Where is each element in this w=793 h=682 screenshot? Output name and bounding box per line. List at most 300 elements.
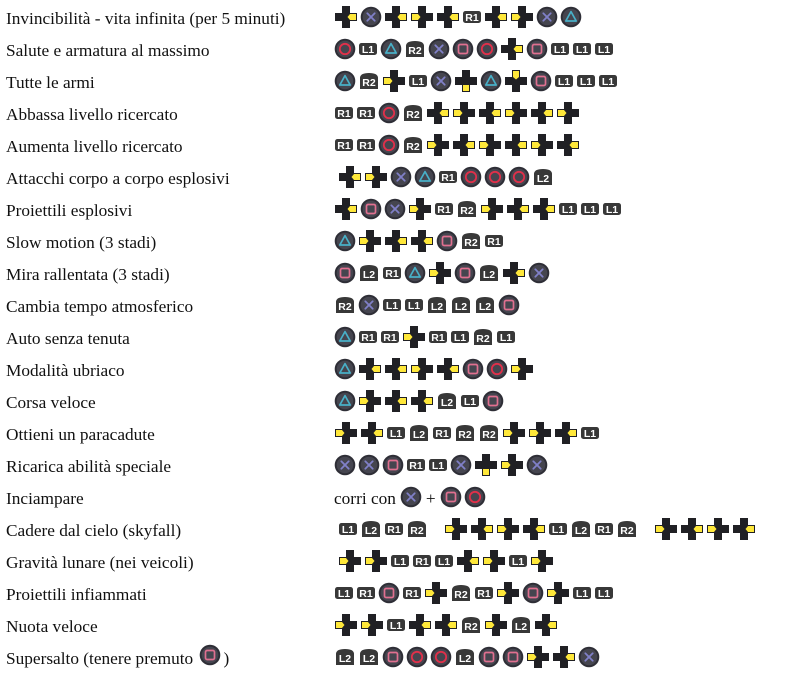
svg-text:R1: R1 [409, 459, 423, 472]
svg-text:L2: L2 [482, 268, 496, 281]
svg-text:R2: R2 [458, 428, 472, 441]
button-sequence [334, 643, 602, 675]
triangle-button-icon [334, 326, 356, 353]
svg-text:L1: L1 [361, 43, 375, 56]
dpad-left-icon [480, 197, 504, 226]
cheat-name: Abbassa livello ricercato [6, 105, 178, 124]
svg-text:L1: L1 [557, 75, 571, 88]
dpad-left-icon [382, 69, 406, 98]
circle-button-icon [486, 358, 508, 385]
circle-button-icon [378, 134, 400, 161]
svg-text:R1: R1 [337, 107, 351, 120]
button-sequence [334, 3, 584, 35]
l1-button-icon [404, 298, 424, 317]
square-button-icon [360, 198, 382, 225]
svg-text:R2: R2 [460, 204, 474, 217]
dpad-left-icon [424, 581, 448, 610]
dpad-left-icon [496, 581, 520, 610]
r1-button-icon [382, 266, 402, 285]
square-button-icon [454, 262, 476, 289]
cross-button-icon [430, 70, 452, 97]
dpad-right-icon [384, 389, 408, 418]
circle-button-icon [464, 486, 486, 513]
cheat-name: Ottieni un paracadute [6, 425, 155, 444]
svg-text:L2: L2 [362, 268, 376, 281]
svg-text:R2: R2 [464, 236, 478, 249]
svg-text:R1: R1 [361, 331, 375, 344]
button-sequence [338, 163, 556, 195]
cheat-name [6, 643, 229, 675]
svg-text:L2: L2 [454, 300, 468, 313]
cheat-name: Proiettili esplosivi [6, 201, 133, 220]
cheat-name: Proiettili infiammati [6, 585, 147, 604]
square-button-icon [440, 486, 462, 513]
dpad-right-icon [500, 37, 524, 66]
cross-button-icon [578, 646, 600, 673]
svg-text:L1: L1 [463, 395, 477, 408]
button-sequence [334, 99, 582, 131]
l1-button-icon [550, 42, 570, 61]
button-sequence [334, 35, 616, 67]
cheat-name: Nuota veloce [6, 617, 98, 636]
l1-button-icon [602, 202, 622, 221]
cheat-name: Attacchi corpo a corpo esplosivi [6, 169, 230, 188]
l2-button-icon [474, 296, 496, 319]
dpad-left-icon [654, 517, 678, 546]
dpad-right-icon [532, 197, 556, 226]
dpad-right-icon [680, 517, 704, 546]
cheat-name: Inciampare [6, 489, 84, 508]
dpad-left-icon [334, 421, 358, 450]
l1-button-icon [450, 330, 470, 349]
square-button-icon [502, 646, 524, 673]
cross-button-icon [390, 166, 412, 193]
svg-text:R1: R1 [359, 139, 373, 152]
cheat-row [0, 259, 793, 291]
svg-text:L2: L2 [362, 652, 376, 665]
button-sequence [334, 259, 552, 291]
svg-text:R2: R2 [410, 524, 424, 537]
button-sequence [334, 451, 550, 483]
dpad-right-icon [456, 549, 480, 578]
square-button-icon [498, 294, 520, 321]
l2-button-icon [360, 520, 382, 543]
dpad-right-icon [384, 229, 408, 258]
dpad-left-icon [502, 421, 526, 450]
l1-button-icon [428, 458, 448, 477]
r2-button-icon [358, 72, 380, 95]
svg-text:R1: R1 [441, 171, 455, 184]
svg-text:L1: L1 [511, 555, 525, 568]
dpad-right-icon [530, 101, 554, 130]
dpad-right-icon [732, 517, 756, 546]
l1-button-icon [508, 554, 528, 573]
triangle-button-icon [334, 358, 356, 385]
svg-text:L2: L2 [514, 620, 528, 633]
svg-text:R2: R2 [338, 300, 352, 313]
dpad-left-icon [402, 325, 426, 354]
dpad-left-icon [364, 165, 388, 194]
svg-text:R1: R1 [387, 523, 401, 536]
dpad-right-icon [484, 5, 508, 34]
r1-button-icon [412, 554, 432, 573]
l2-button-icon [532, 168, 554, 191]
cross-button-icon [358, 294, 380, 321]
r2-button-icon [616, 520, 638, 543]
svg-text:R1: R1 [465, 11, 479, 24]
svg-text:R2: R2 [408, 44, 422, 57]
square-button-icon [526, 38, 548, 65]
svg-text:R2: R2 [406, 108, 420, 121]
triangle-button-icon [334, 230, 356, 257]
svg-text:R1: R1 [437, 203, 451, 216]
l1-button-icon [580, 426, 600, 445]
r2-button-icon [406, 520, 428, 543]
svg-text:L2: L2 [574, 524, 588, 537]
l1-button-icon [598, 74, 618, 93]
cheat-row [0, 611, 793, 643]
dpad-left-icon [530, 549, 554, 578]
dpad-left-icon [510, 357, 534, 386]
cheat-row [0, 419, 793, 451]
r2-button-icon [402, 104, 424, 127]
l2-button-icon [358, 648, 380, 671]
cheat-row [0, 35, 793, 67]
l2-button-icon [436, 392, 458, 415]
dpad-right-icon [358, 357, 382, 386]
cheat-row [0, 451, 793, 483]
svg-text:R1: R1 [337, 139, 351, 152]
button-sequence [334, 483, 488, 515]
triangle-button-icon [480, 70, 502, 97]
cross-button-icon [536, 6, 558, 33]
r1-button-icon [384, 522, 404, 541]
l2-button-icon [450, 296, 472, 319]
cheat-name: Invincibilità - vita infinita (per 5 minuti) [6, 9, 286, 28]
l1-button-icon [576, 74, 596, 93]
button-sequence [334, 387, 506, 419]
cheat-row [0, 515, 793, 547]
dpad-right-icon [436, 5, 460, 34]
cheat-name: Gravità lunare (nei veicoli) [6, 553, 194, 572]
square-button-icon [530, 70, 552, 97]
svg-text:L1: L1 [407, 299, 421, 312]
l2-button-icon [358, 264, 380, 287]
cheat-row [0, 355, 793, 387]
cheat-row [0, 387, 793, 419]
cheat-row [0, 131, 793, 163]
button-sequence [334, 227, 506, 259]
cross-button-icon [526, 454, 548, 481]
dpad-left-icon [358, 389, 382, 418]
l1-button-icon [554, 74, 574, 93]
l1-button-icon [558, 202, 578, 221]
r1-button-icon [438, 170, 458, 189]
cross-button-icon [384, 198, 406, 225]
svg-text:L1: L1 [437, 555, 451, 568]
dpad-right-icon [384, 357, 408, 386]
dpad-right-icon [410, 389, 434, 418]
square-button-icon [478, 646, 500, 673]
svg-text:R1: R1 [477, 587, 491, 600]
svg-text:L1: L1 [583, 203, 597, 216]
triangle-button-icon [334, 70, 356, 97]
dpad-left-icon [484, 613, 508, 642]
r2-button-icon [472, 328, 494, 351]
dpad-right-icon [506, 197, 530, 226]
svg-text:R1: R1 [415, 555, 429, 568]
dpad-left-icon [360, 613, 384, 642]
dpad-left-icon [452, 101, 476, 130]
cheat-row [0, 3, 793, 35]
dpad-right-icon [534, 613, 558, 642]
circle-button-icon [476, 38, 498, 65]
dpad-right-icon [504, 133, 528, 162]
r2-button-icon [460, 232, 482, 255]
svg-text:L1: L1 [431, 459, 445, 472]
cheat-name: Aumenta livello ricercato [6, 137, 183, 156]
dpad-left-icon [528, 421, 552, 450]
cheat-row [0, 227, 793, 259]
triangle-button-icon [334, 390, 356, 417]
l1-button-icon [386, 426, 406, 445]
cheat-name: Cambia tempo atmosferico [6, 297, 194, 316]
circle-button-icon [430, 646, 452, 673]
dpad-down-icon [474, 453, 498, 482]
r2-button-icon [456, 200, 478, 223]
svg-text:L2: L2 [430, 300, 444, 313]
l1-button-icon [334, 586, 354, 605]
dpad-right-icon [334, 197, 358, 226]
button-sequence [334, 611, 560, 643]
svg-text:R2: R2 [476, 332, 490, 345]
dpad-left-icon [510, 5, 534, 34]
triangle-button-icon [380, 38, 402, 65]
dpad-left-icon [496, 517, 520, 546]
dpad-left-icon [556, 101, 580, 130]
l1-button-icon [460, 394, 480, 413]
button-sequence [334, 323, 518, 355]
r2-button-icon [478, 424, 500, 447]
cheat-name: Modalità ubriaco [6, 361, 125, 380]
svg-text:L1: L1 [337, 587, 351, 600]
dpad-left-icon [364, 549, 388, 578]
svg-text:L1: L1 [605, 203, 619, 216]
dpad-left-icon [410, 357, 434, 386]
dpad-right-icon [434, 613, 458, 642]
dpad-right-icon [470, 517, 494, 546]
dpad-right-icon [426, 101, 450, 130]
r1-button-icon [474, 586, 494, 605]
svg-text:L2: L2 [458, 652, 472, 665]
cross-button-icon [428, 38, 450, 65]
svg-text:L2: L2 [440, 396, 454, 409]
svg-text:L1: L1 [553, 43, 567, 56]
svg-text:L2: L2 [536, 172, 550, 185]
svg-text:R1: R1 [359, 587, 373, 600]
cheat-name: Slow motion (3 stadi) [6, 233, 157, 252]
r1-button-icon [428, 330, 448, 349]
cross-button-icon [450, 454, 472, 481]
svg-text:R1: R1 [359, 107, 373, 120]
cheat-name: Ricarica abilità speciale [6, 457, 172, 476]
dpad-right-icon [338, 165, 362, 194]
l2-button-icon [334, 648, 356, 671]
square-button-icon [382, 454, 404, 481]
dpad-right-icon [436, 357, 460, 386]
l1-button-icon [434, 554, 454, 573]
svg-text:L1: L1 [341, 523, 355, 536]
r1-button-icon [432, 426, 452, 445]
cheat-name: Tutte le armi [6, 73, 95, 92]
cheat-row [0, 547, 793, 579]
l1-button-icon [390, 554, 410, 573]
dpad-left-icon [426, 133, 450, 162]
l1-button-icon [338, 522, 358, 541]
square-button-icon [436, 230, 458, 257]
dpad-right-icon [478, 101, 502, 130]
square-button-icon [452, 38, 474, 65]
cross-button-icon [528, 262, 550, 289]
l2-button-icon [478, 264, 500, 287]
dpad-right-icon [502, 261, 526, 290]
l1-button-icon [386, 618, 406, 637]
svg-text:R2: R2 [362, 76, 376, 89]
svg-text:L1: L1 [551, 523, 565, 536]
button-sequence [338, 515, 758, 547]
square-button-icon [462, 358, 484, 385]
square-button-icon [522, 582, 544, 609]
svg-text:R2: R2 [620, 524, 634, 537]
svg-text:L1: L1 [499, 331, 513, 344]
svg-text:L1: L1 [389, 427, 403, 440]
svg-text:L1: L1 [561, 203, 575, 216]
cheat-row [0, 67, 793, 99]
dpad-left-icon [408, 197, 432, 226]
svg-text:R2: R2 [482, 428, 496, 441]
dpad-right-icon [556, 133, 580, 162]
dpad-left-icon [482, 549, 506, 578]
r2-button-icon [404, 40, 426, 63]
l1-button-icon [594, 42, 614, 61]
r1-button-icon [484, 234, 504, 253]
cross-button-icon [360, 6, 382, 33]
svg-text:L1: L1 [389, 619, 403, 632]
svg-text:L1: L1 [597, 43, 611, 56]
dpad-right-icon [360, 421, 384, 450]
square-button-icon [482, 390, 504, 417]
r2-button-icon [460, 616, 482, 639]
svg-text:L2: L2 [412, 428, 426, 441]
r1-button-icon [334, 138, 354, 157]
square-button-icon [199, 644, 221, 677]
dpad-left-icon [530, 133, 554, 162]
dpad-left-icon [478, 133, 502, 162]
svg-text:L1: L1 [575, 43, 589, 56]
cheat-name-text: Supersalto (tenere premuto [6, 649, 194, 668]
cheat-row [0, 163, 793, 195]
dpad-down-icon [454, 69, 478, 98]
dpad-right-icon [410, 229, 434, 258]
svg-text:L1: L1 [385, 299, 399, 312]
button-sequence [334, 419, 602, 451]
svg-text:R1: R1 [431, 331, 445, 344]
cross-button-icon [334, 454, 356, 481]
dpad-left-icon [546, 581, 570, 610]
cheat-row [0, 291, 793, 323]
cheat-row [0, 195, 793, 227]
svg-text:L2: L2 [364, 524, 378, 537]
svg-text:R2: R2 [406, 140, 420, 153]
svg-text:R1: R1 [383, 331, 397, 344]
svg-text:L1: L1 [601, 75, 615, 88]
triangle-button-icon [560, 6, 582, 33]
dpad-left-icon [504, 101, 528, 130]
dpad-right-icon [334, 5, 358, 34]
triangle-button-icon [404, 262, 426, 289]
svg-text:L1: L1 [575, 587, 589, 600]
l2-button-icon [570, 520, 592, 543]
svg-text:L1: L1 [597, 587, 611, 600]
l1-button-icon [496, 330, 516, 349]
dpad-left-icon [334, 613, 358, 642]
l1-button-icon [594, 586, 614, 605]
l2-button-icon [408, 424, 430, 447]
l2-button-icon [510, 616, 532, 639]
dpad-left-icon [444, 517, 468, 546]
r1-button-icon [356, 586, 376, 605]
r2-button-icon [334, 296, 356, 319]
cheat-row [0, 323, 793, 355]
r1-button-icon [356, 138, 376, 157]
circle-button-icon [484, 166, 506, 193]
l1-button-icon [572, 586, 592, 605]
r1-button-icon [334, 106, 354, 125]
svg-text:R2: R2 [464, 620, 478, 633]
r1-button-icon [462, 10, 482, 29]
l2-button-icon [454, 648, 476, 671]
button-sequence [334, 195, 624, 227]
r1-button-icon [402, 586, 422, 605]
cheat-name: Auto senza tenuta [6, 329, 130, 348]
svg-text:L1: L1 [453, 331, 467, 344]
r2-button-icon [402, 136, 424, 159]
svg-text:R1: R1 [597, 523, 611, 536]
button-sequence [334, 131, 582, 163]
svg-text:R1: R1 [435, 427, 449, 440]
dpad-right-icon [552, 645, 576, 674]
l1-button-icon [382, 298, 402, 317]
dpad-left-icon [526, 645, 550, 674]
r1-button-icon [358, 330, 378, 349]
cross-button-icon [400, 486, 422, 513]
l1-button-icon [572, 42, 592, 61]
r1-button-icon [434, 202, 454, 221]
cross-button-icon [358, 454, 380, 481]
cheat-name-suffix: ) [223, 649, 230, 668]
circle-button-icon [406, 646, 428, 673]
square-button-icon [382, 646, 404, 673]
dpad-left-icon [338, 549, 362, 578]
circle-button-icon [508, 166, 530, 193]
cheat-row [0, 643, 793, 675]
svg-text:R2: R2 [454, 588, 468, 601]
svg-text:R1: R1 [385, 267, 399, 280]
cheat-row [0, 99, 793, 131]
dpad-right-icon [452, 133, 476, 162]
svg-text:R1: R1 [405, 587, 419, 600]
cheat-name: Salute e armatura al massimo [6, 41, 210, 60]
